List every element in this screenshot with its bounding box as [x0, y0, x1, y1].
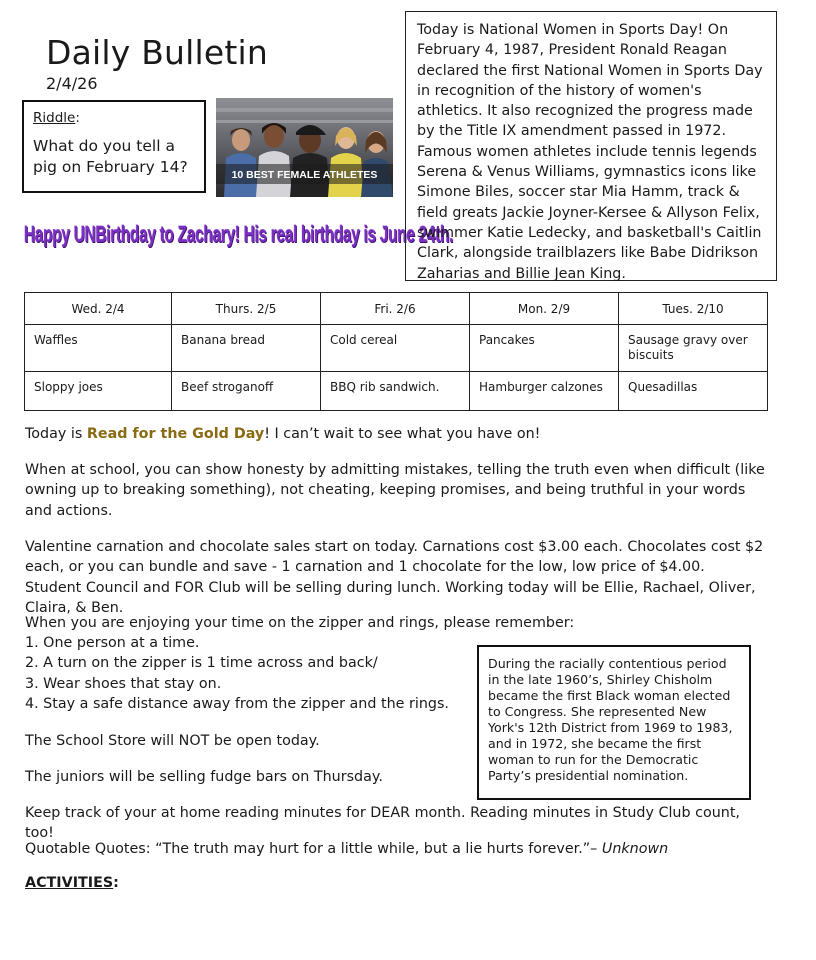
activities-heading [25, 875, 119, 891]
menu-lunch-row [25, 372, 768, 411]
honesty-announcement: When at school, you can show honesty by admitting mistakes, telling the truth even when difficult (like owning up to breaking something), not cheating, keeping promises, and being truthful in your words and actions. [25, 462, 765, 519]
menu-cell: Banana bread [172, 325, 321, 372]
menu-day-header: Wed. 2/4 [25, 293, 172, 325]
menu-cell: Waffles [25, 325, 172, 372]
menu-cell: Sausage gravy over biscuits [619, 325, 768, 372]
menu-cell: Quesadillas [619, 372, 768, 411]
zipper-rule: 3. Wear shoes that stay on. [25, 675, 222, 692]
quote-text: Quotable Quotes: “The truth may hurt for a little while, but a lie hurts forever.”– [25, 841, 602, 857]
valentine-announcement: Valentine carnation and chocolate sales start on today. Carnations cost $3.00 each. Chocolates cost $2 each, or you can bundle and save - 1 carnation and 1 chocolate for the low, low price of $4.00. Student Council and FOR Club will be selling during lunch. Working today will be Ellie, Rachael, Oliver, Claira, & Ben. [25, 539, 764, 616]
athletes-illustration [216, 98, 393, 197]
gold-day-announcement [25, 424, 765, 444]
zipper-rule: 4. Stay a safe distance away from the zipper and the rings. [25, 695, 449, 712]
riddle-question: What do you tell a pig on February 14? [33, 137, 188, 176]
menu-breakfast-row [25, 325, 768, 372]
menu-cell: Cold cereal [321, 325, 470, 372]
menu-day-header: Tues. 2/10 [619, 293, 768, 325]
quotable-quote [25, 839, 765, 859]
gold-day-prefix: Today is [25, 426, 87, 442]
zipper-rule: 2. A turn on the zipper is 1 time across and back/ [25, 655, 378, 672]
juniors-announcement: The juniors will be selling fudge bars on Thursday. [25, 769, 383, 785]
page-title: Daily Bulletin [46, 33, 269, 72]
riddle-label-line: Riddle: [33, 110, 80, 126]
menu-header-row [25, 293, 768, 325]
menu-table [24, 292, 768, 411]
athletes-caption: 10 BEST FEMALE ATHLETES [231, 169, 378, 181]
zipper-rule: 1. One person at a time. [25, 635, 200, 651]
zipper-rules-list [25, 633, 465, 714]
gold-day-suffix: ! I can’t wait to see what you have on! [264, 426, 541, 442]
gold-day-highlight: Read for the Gold Day [86, 426, 265, 442]
menu-day-header: Thurs. 2/5 [172, 293, 321, 325]
zipper-intro: When you are enjoying your time on the zipper and rings, please remember: [25, 615, 575, 631]
activities-label: ACTIVITIES [25, 875, 114, 891]
menu-day-header: Fri. 2/6 [321, 293, 470, 325]
riddle-label: Riddle [33, 110, 76, 126]
school-store-announcement: The School Store will NOT be open today. [25, 733, 320, 749]
menu-cell: Hamburger calzones [470, 372, 619, 411]
quote-author: Unknown [601, 841, 669, 857]
shirley-chisholm-box: During the racially contentious period in the late 1960’s, Shirley Chisholm became the first Black woman elected to Congress. She represented New York's 12th District from 1969 to 1983, and in 1972, she became the first woman to run for the Democratic Party’s presidential nomination. [477, 645, 751, 800]
menu-cell: BBQ rib sandwich. [321, 372, 470, 411]
menu-cell: Pancakes [470, 325, 619, 372]
birthday-wordart: Happy UNBirthday to Zachary! His real birthday is June 24th. [24, 221, 454, 247]
menu-cell: Sloppy joes [25, 372, 172, 411]
dear-announcement: Keep track of your at home reading minutes for DEAR month. Reading minutes in Study Club count, too! [25, 805, 740, 842]
menu-day-header: Mon. 2/9 [470, 293, 619, 325]
womens-sports-day-box: Today is National Women in Sports Day! On February 4, 1987, President Ronald Reagan declared the first National Women in Sports Day in recognition of the history of women's athletics. It also recognized the progress made by the Title IX amendment passed in 1972. Famous women athletes include tennis legends Serena & Venus Williams, gymnastics icons like Simone Biles, soccer star Mia Hamm, track & field greats Jackie Joyner-Kersee & Allyson Felix, swimmer Katie Ledecky, and basketball's Caitlin Clark, alongside trailblazers like Babe Didrikson Zaharias and Billie Jean King. [405, 11, 777, 281]
bulletin-date: 2/4/26 [46, 74, 98, 93]
female-athletes-image [216, 98, 393, 197]
menu-cell: Beef stroganoff [172, 372, 321, 411]
riddle-box [22, 100, 206, 193]
activities-colon: : [113, 875, 119, 891]
